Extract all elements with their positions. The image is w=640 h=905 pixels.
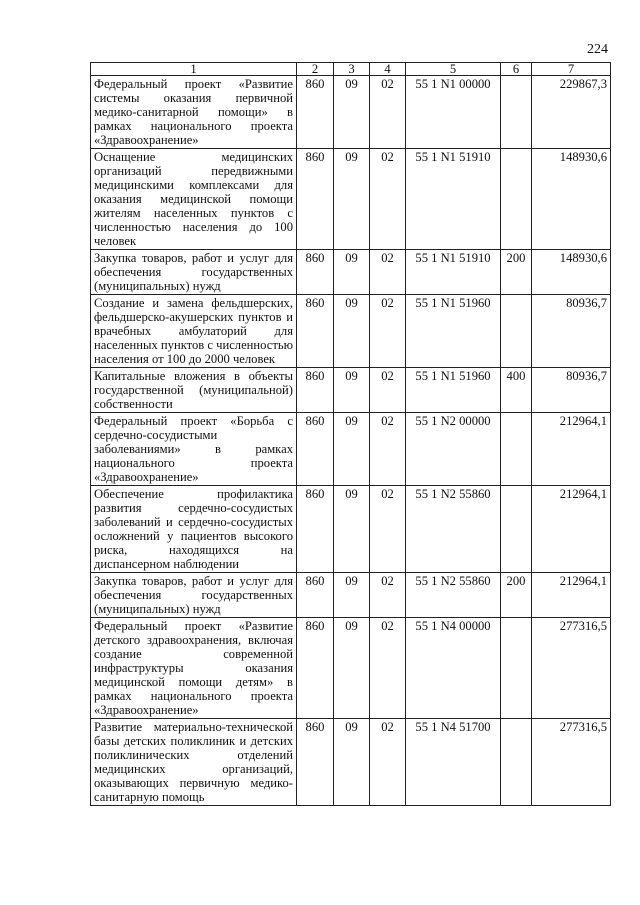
row-name: Федеральный проект «Развитие системы оказания первичной медико-санитарной помощи» в рамках национального проекта «Здравоохранение» [91, 76, 297, 149]
table-row [91, 368, 611, 413]
row-rz: 09 [334, 149, 370, 250]
row-rz: 09 [334, 719, 370, 806]
row-pr: 02 [370, 618, 406, 719]
row-csr: 55 1 N4 51700 [406, 719, 501, 806]
row-rz: 09 [334, 295, 370, 368]
page-number: 224 [587, 42, 608, 57]
row-grbs: 860 [297, 719, 334, 806]
row-pr: 02 [370, 573, 406, 618]
row-name: Обеспечение профилактика развития сердечно-сосудистых заболеваний и сердечно-сосудистых осложнений у пациентов высокого риска, находящихся на диспансерном наблюдении [91, 486, 297, 573]
header-col-6: 6 [501, 63, 532, 76]
row-rz: 09 [334, 250, 370, 295]
header-row [91, 63, 611, 76]
table-row [91, 250, 611, 295]
row-sum: 277316,5 [532, 719, 611, 806]
row-vr: 400 [501, 368, 532, 413]
table-row [91, 573, 611, 618]
row-grbs: 860 [297, 368, 334, 413]
row-sum: 80936,7 [532, 368, 611, 413]
header-col-5: 5 [406, 63, 501, 76]
row-vr [501, 149, 532, 250]
row-name: Капитальные вложения в объекты государственной (муниципальной) собственности [91, 368, 297, 413]
table-row [91, 618, 611, 719]
row-csr: 55 1 N2 55860 [406, 486, 501, 573]
row-sum: 148930,6 [532, 250, 611, 295]
row-pr: 02 [370, 250, 406, 295]
row-rz: 09 [334, 76, 370, 149]
row-rz: 09 [334, 618, 370, 719]
row-vr [501, 76, 532, 149]
row-rz: 09 [334, 413, 370, 486]
row-pr: 02 [370, 76, 406, 149]
row-csr: 55 1 N1 51960 [406, 368, 501, 413]
row-sum: 212964,1 [532, 413, 611, 486]
row-grbs: 860 [297, 486, 334, 573]
row-vr [501, 486, 532, 573]
header-col-1: 1 [91, 63, 297, 76]
row-csr: 55 1 N1 51910 [406, 250, 501, 295]
row-rz: 09 [334, 486, 370, 573]
row-vr: 200 [501, 250, 532, 295]
row-pr: 02 [370, 413, 406, 486]
row-grbs: 860 [297, 250, 334, 295]
row-csr: 55 1 N2 55860 [406, 573, 501, 618]
row-vr [501, 295, 532, 368]
row-pr: 02 [370, 295, 406, 368]
header-col-7: 7 [532, 63, 611, 76]
row-grbs: 860 [297, 618, 334, 719]
row-grbs: 860 [297, 573, 334, 618]
row-sum: 212964,1 [532, 573, 611, 618]
row-name: Закупка товаров, работ и услуг для обеспечения государственных (муниципальных) нужд [91, 250, 297, 295]
row-csr: 55 1 N1 51960 [406, 295, 501, 368]
row-grbs: 860 [297, 295, 334, 368]
row-rz: 09 [334, 573, 370, 618]
row-name: Создание и замена фельдшерских, фельдшерско-акушерских пунктов и врачебных амбулаторий для населенных пунктов с численностью населения от 100 до 2000 человек [91, 295, 297, 368]
row-csr: 55 1 N4 00000 [406, 618, 501, 719]
row-name: Федеральный проект «Борьба с сердечно-сосудистыми заболеваниями» в рамках национального проекта «Здравоохранение» [91, 413, 297, 486]
table-row [91, 486, 611, 573]
budget-table [90, 62, 611, 806]
row-sum: 80936,7 [532, 295, 611, 368]
row-grbs: 860 [297, 149, 334, 250]
table-row [91, 413, 611, 486]
header-col-4: 4 [370, 63, 406, 76]
row-grbs: 860 [297, 413, 334, 486]
row-csr: 55 1 N1 51910 [406, 149, 501, 250]
table-row [91, 719, 611, 806]
row-name: Оснащение медицинских организаций передвижными медицинскими комплексами для оказания медицинской помощи жителям населенных пунктов с численностью населения до 100 человек [91, 149, 297, 250]
row-vr: 200 [501, 573, 532, 618]
table-row [91, 295, 611, 368]
row-sum: 277316,5 [532, 618, 611, 719]
row-csr: 55 1 N1 00000 [406, 76, 501, 149]
row-sum: 212964,1 [532, 486, 611, 573]
row-rz: 09 [334, 368, 370, 413]
row-sum: 229867,3 [532, 76, 611, 149]
row-grbs: 860 [297, 76, 334, 149]
row-vr [501, 413, 532, 486]
row-vr [501, 719, 532, 806]
row-vr [501, 618, 532, 719]
row-csr: 55 1 N2 00000 [406, 413, 501, 486]
row-name: Закупка товаров, работ и услуг для обеспечения государственных (муниципальных) нужд [91, 573, 297, 618]
row-pr: 02 [370, 149, 406, 250]
row-name: Развитие материально-технической базы детских поликлиник и детских поликлинических отделений медицинских организаций, оказывающих первичную медико-санитарную помощь [91, 719, 297, 806]
row-sum: 148930,6 [532, 149, 611, 250]
table-row [91, 76, 611, 149]
header-col-2: 2 [297, 63, 334, 76]
row-pr: 02 [370, 368, 406, 413]
row-pr: 02 [370, 486, 406, 573]
header-col-3: 3 [334, 63, 370, 76]
table-row [91, 149, 611, 250]
row-name: Федеральный проект «Развитие детского здравоохранения, включая создание современной инфраструктуры оказания медицинской помощи детям» в рамках национального проекта «Здравоохранение» [91, 618, 297, 719]
row-pr: 02 [370, 719, 406, 806]
